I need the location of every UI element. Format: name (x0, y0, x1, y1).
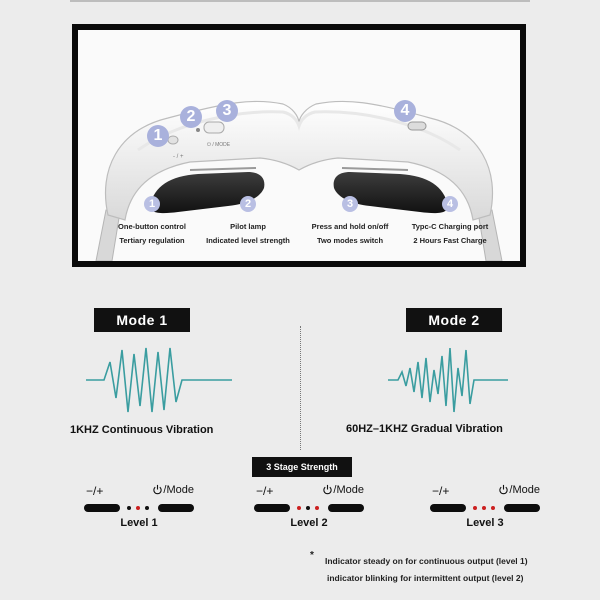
mode-button (158, 504, 194, 512)
note-line-1: Indicator steady on for continuous output (level 1) (325, 556, 528, 566)
minus-plus-label: −/+ (86, 484, 104, 498)
mode-button (504, 504, 540, 512)
feature-4 (395, 196, 505, 248)
note-line-2: indicator blinking for intermittent output (level 2) (327, 573, 524, 583)
gradual-wave-icon (388, 340, 508, 420)
power-mode-label (152, 484, 194, 496)
mode-2-description: 60HZ–1KHZ Gradual Vibration (346, 423, 503, 435)
callout-3: 3 (216, 100, 238, 122)
callout-2: 2 (180, 106, 202, 128)
feature-number: 1 (144, 196, 160, 212)
minus-plus-button (430, 504, 466, 512)
indicator-dot (297, 506, 301, 510)
power-mode-label (322, 484, 364, 496)
mode-2-badge: Mode 2 (406, 308, 502, 332)
strength-badge: 3 Stage Strength (252, 457, 352, 477)
feature-number: 2 (240, 196, 256, 212)
level-name: Level 2 (290, 517, 328, 529)
mode-divider (300, 326, 301, 450)
indicator-dot (473, 506, 477, 510)
minus-plus-label: −/+ (256, 484, 274, 498)
minus-plus-label: −/+ (432, 484, 450, 498)
button-mark-mode: ⏻ / MODE (207, 142, 231, 148)
power-icon (498, 484, 509, 495)
feature-line1: Typc-C Charging port (411, 222, 489, 231)
feature-line1: One-button control (118, 222, 186, 231)
note-asterisk: * (310, 550, 314, 561)
level-3-indicator (430, 484, 540, 534)
level-name: Level 3 (466, 517, 504, 529)
mode-1-description: 1KHZ Continuous Vibration (70, 424, 214, 436)
indicator-dot (145, 506, 149, 510)
level-1-indicator (84, 484, 194, 534)
indicator-dot (306, 506, 310, 510)
power-mode-label (498, 484, 540, 496)
level-2-indicator (254, 484, 364, 534)
indicator-dot (482, 506, 486, 510)
indicator-dot (491, 506, 495, 510)
indicator-dot (136, 506, 140, 510)
mode-text: /Mode (333, 484, 364, 496)
callout-1: 1 (147, 125, 169, 147)
feature-2 (193, 196, 303, 248)
mode-text: /Mode (509, 484, 540, 496)
feature-number: 4 (442, 196, 458, 212)
feature-line2: Tertiary regulation (119, 236, 185, 245)
device-photo (78, 30, 520, 261)
mode-button (328, 504, 364, 512)
minus-plus-button (254, 504, 290, 512)
level-name: Level 1 (120, 517, 158, 529)
button-mark-plus-minus: - / + (173, 154, 184, 160)
feature-line2: 2 Hours Fast Charge (413, 236, 487, 245)
feature-line1: Press and hold on/off (311, 222, 389, 231)
mode-1-badge: Mode 1 (94, 308, 190, 332)
continuous-wave-icon (86, 340, 232, 420)
feature-1 (97, 196, 207, 248)
indicator-dot (127, 506, 131, 510)
feature-line1: Pilot lamp (230, 222, 266, 231)
indicator-dot (315, 506, 319, 510)
feature-3 (295, 196, 405, 248)
feature-line2: Two modes switch (316, 236, 384, 245)
feature-line2: Indicated level strength (206, 236, 290, 245)
callout-4: 4 (394, 100, 416, 122)
top-divider (70, 0, 530, 2)
feature-number: 3 (342, 196, 358, 212)
device-photo-frame (72, 24, 526, 267)
power-icon (152, 484, 163, 495)
mode-text: /Mode (163, 484, 194, 496)
minus-plus-button (84, 504, 120, 512)
power-icon (322, 484, 333, 495)
